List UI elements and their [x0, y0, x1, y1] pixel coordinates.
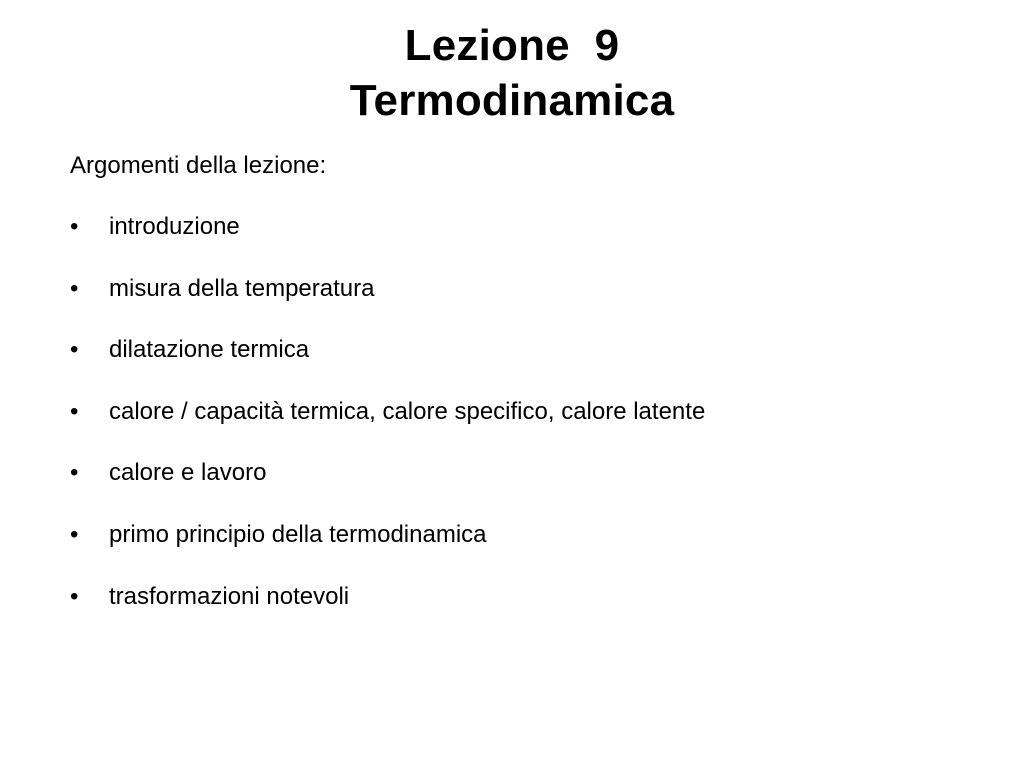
bullet-icon: •	[70, 397, 79, 425]
topic-label: trasformazioni notevoli	[109, 582, 350, 610]
bullet-icon: •	[70, 336, 79, 364]
bullet-icon: •	[70, 459, 79, 487]
bullet-icon: •	[70, 582, 79, 610]
title-lesson-number: Lezione 9	[404, 21, 620, 70]
bullet-icon: •	[70, 213, 79, 240]
bullet-icon: •	[70, 520, 79, 548]
topic-label: primo principio della termodinamica	[109, 520, 487, 548]
topic-label: calore / capacità termica, calore specifico, calore latente	[109, 397, 706, 425]
topic-label: introduzione	[109, 213, 240, 240]
topics-intro: Argomenti della lezione:	[70, 152, 327, 179]
topic-label: misura della temperatura	[109, 274, 375, 302]
topic-label: dilatazione termica	[109, 336, 310, 364]
topic-label: calore e lavoro	[109, 459, 267, 487]
bullet-icon: •	[70, 274, 79, 302]
title-subject: Termodinamica	[349, 76, 675, 125]
slide-title	[0, 18, 1024, 128]
